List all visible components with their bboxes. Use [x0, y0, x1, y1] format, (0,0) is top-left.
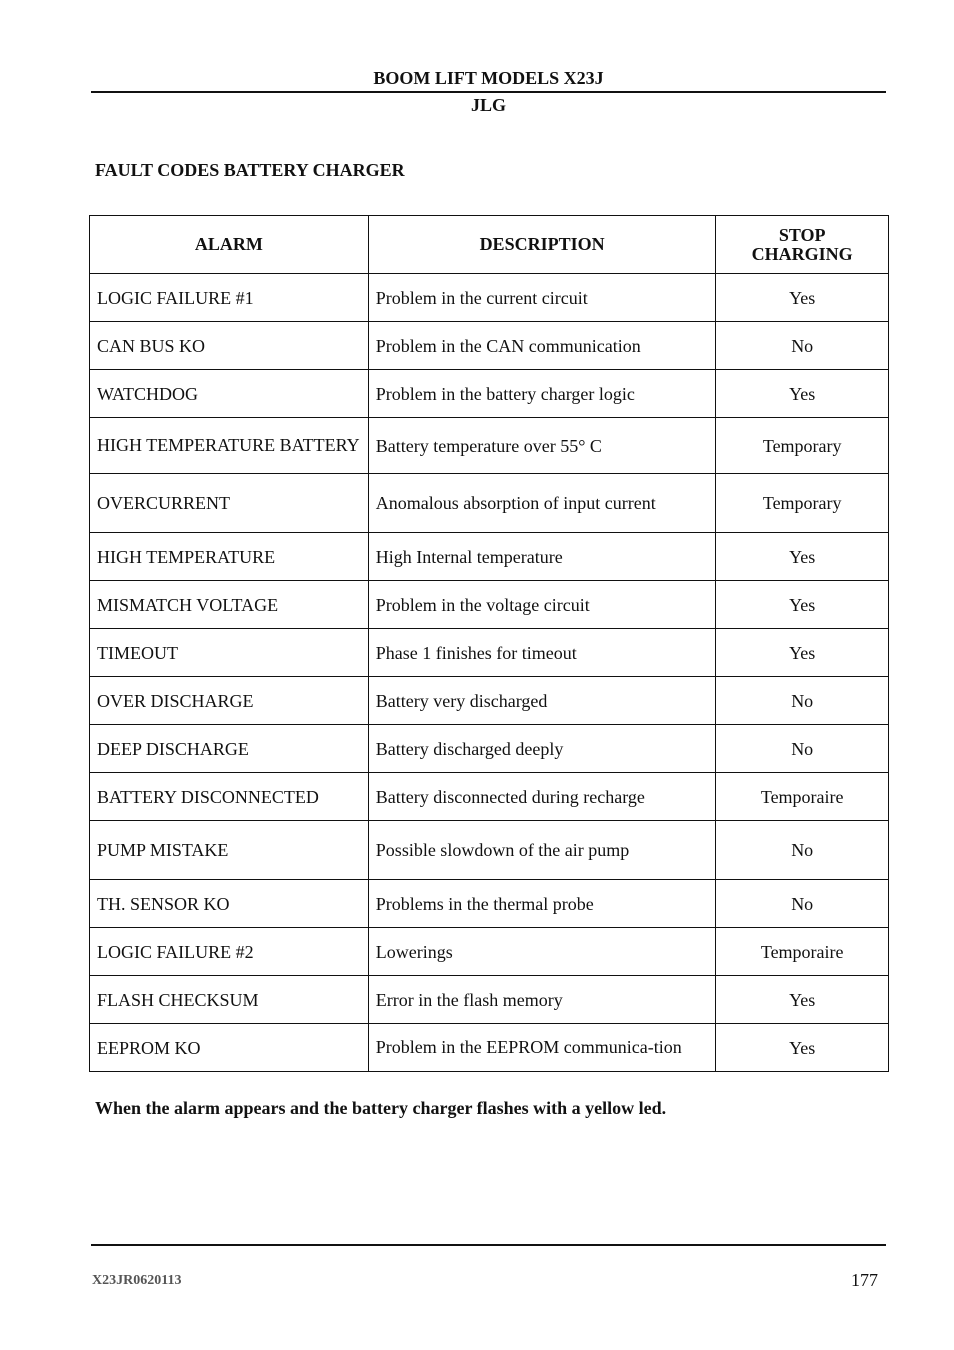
table-row	[90, 677, 889, 725]
stop-charging-cell: Yes	[716, 581, 889, 629]
document-title: BOOM LIFT MODELS X23J	[373, 68, 604, 88]
stop-charging-cell: Temporary	[716, 418, 889, 474]
stop-charging-cell: No	[716, 821, 889, 880]
stop-charging-cell: No	[716, 880, 889, 928]
document-code: X23JR0620113	[92, 1273, 182, 1288]
alarm-cell: OVER DISCHARGE	[90, 677, 369, 725]
table-row	[90, 370, 889, 418]
alarm-cell: HIGH TEMPERATURE BATTERY	[90, 418, 369, 474]
table-row	[90, 725, 889, 773]
description-cell: Anomalous absorption of input current	[368, 474, 716, 533]
alarm-cell: DEEP DISCHARGE	[90, 725, 369, 773]
table-row	[90, 976, 889, 1024]
stop-charging-cell: No	[716, 322, 889, 370]
description-cell: Error in the flash memory	[368, 976, 716, 1024]
column-header-stop-charging	[716, 216, 889, 274]
description-cell: Phase 1 finishes for timeout	[368, 629, 716, 677]
stop-charging-cell: Yes	[716, 976, 889, 1024]
alarm-cell: FLASH CHECKSUM	[90, 976, 369, 1024]
table-row	[90, 322, 889, 370]
table-header-row	[90, 216, 889, 274]
description-cell: Problem in the CAN communication	[368, 322, 716, 370]
stop-header-line2: CHARGING	[751, 243, 853, 264]
alarm-cell: TIMEOUT	[90, 629, 369, 677]
alarm-cell: BATTERY DISCONNECTED	[90, 773, 369, 821]
table-row	[90, 581, 889, 629]
description-cell: Problem in the EEPROM communica-tion	[368, 1024, 716, 1072]
alarm-cell: EEPROM KO	[90, 1024, 369, 1072]
column-header-alarm: ALARM	[90, 216, 369, 274]
alarm-cell: CAN BUS KO	[90, 322, 369, 370]
description-cell: Battery very discharged	[368, 677, 716, 725]
stop-charging-cell: Temporaire	[716, 773, 889, 821]
brand-name: JLG	[470, 95, 506, 115]
stop-charging-cell: Temporaire	[716, 928, 889, 976]
table-row	[90, 533, 889, 581]
column-header-description: DESCRIPTION	[368, 216, 716, 274]
stop-charging-cell: Yes	[716, 1024, 889, 1072]
section-title: FAULT CODES BATTERY CHARGER	[95, 160, 405, 180]
footer-divider	[91, 1244, 886, 1246]
description-cell: Possible slowdown of the air pump	[368, 821, 716, 880]
stop-charging-cell: Yes	[716, 274, 889, 322]
page-number: 177	[851, 1270, 878, 1290]
alarm-cell: MISMATCH VOLTAGE	[90, 581, 369, 629]
description-cell: Problems in the thermal probe	[368, 880, 716, 928]
description-cell: Lowerings	[368, 928, 716, 976]
table-row	[90, 474, 889, 533]
table-row	[90, 274, 889, 322]
fault-codes-table	[89, 215, 889, 1072]
description-cell: High Internal temperature	[368, 533, 716, 581]
alarm-note: When the alarm appears and the battery charger flashes with a yellow led.	[95, 1098, 667, 1118]
header-divider	[91, 91, 886, 93]
description-cell: Problem in the battery charger logic	[368, 370, 716, 418]
description-cell: Battery discharged deeply	[368, 725, 716, 773]
alarm-cell: WATCHDOG	[90, 370, 369, 418]
description-cell: Problem in the voltage circuit	[368, 581, 716, 629]
alarm-cell: HIGH TEMPERATURE	[90, 533, 369, 581]
stop-charging-cell: Yes	[716, 533, 889, 581]
description-cell: Battery disconnected during recharge	[368, 773, 716, 821]
description-cell: Problem in the current circuit	[368, 274, 716, 322]
table-row	[90, 880, 889, 928]
table-row	[90, 773, 889, 821]
table-row	[90, 1024, 889, 1072]
stop-charging-cell: Temporary	[716, 474, 889, 533]
stop-charging-cell: No	[716, 725, 889, 773]
alarm-cell: OVERCURRENT	[90, 474, 369, 533]
description-cell: Battery temperature over 55° C	[368, 418, 716, 474]
alarm-cell: PUMP MISTAKE	[90, 821, 369, 880]
table-row	[90, 418, 889, 474]
stop-charging-cell: Yes	[716, 370, 889, 418]
alarm-cell: LOGIC FAILURE #2	[90, 928, 369, 976]
stop-header-line1: STOP	[778, 224, 826, 245]
stop-charging-cell: Yes	[716, 629, 889, 677]
alarm-cell: LOGIC FAILURE #1	[90, 274, 369, 322]
table-row	[90, 928, 889, 976]
stop-charging-cell: No	[716, 677, 889, 725]
alarm-cell: TH. SENSOR KO	[90, 880, 369, 928]
table-row	[90, 629, 889, 677]
table-row	[90, 821, 889, 880]
